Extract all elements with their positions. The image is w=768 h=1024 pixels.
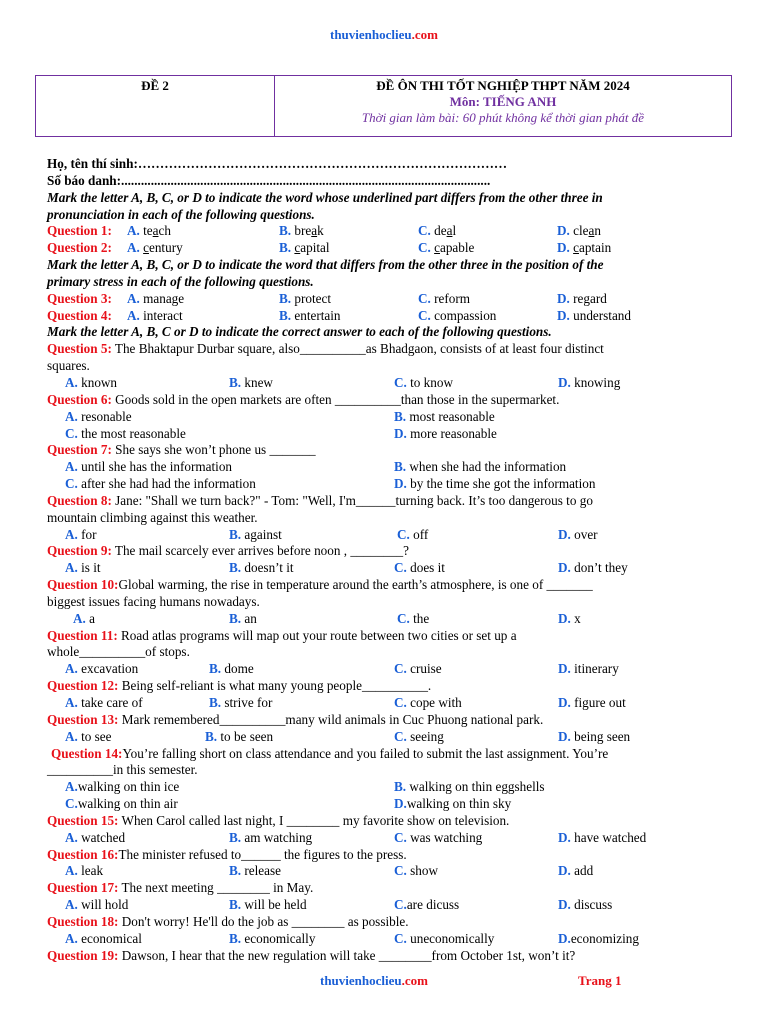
question-text: Don't worry! He'll do the job as ________ as possible. [118,913,409,929]
instruction-correct-answer: Mark the letter A, B, C or D to indicate the correct answer to each of the following questions. [47,324,552,340]
option-a[interactable]: A. resonable [65,408,132,424]
option-b[interactable]: B. when she had the information [394,459,567,475]
site-tld: .com [411,27,438,42]
question-label: Question 16: [47,846,119,862]
option-c[interactable]: C. the [397,610,430,626]
site-name: thuvienhoclieu [330,27,412,42]
question-text: The minister refused to______ the figures to the press. [118,846,407,862]
option-c[interactable]: C. seeing [394,728,444,744]
site-header-link[interactable] [0,27,768,43]
question-17 [47,880,727,897]
question-7-options-cd [47,476,727,493]
question-label: Question 6: [47,391,112,407]
question-12 [47,678,727,695]
option-b[interactable]: B. against [229,526,282,542]
question-text: Global warming, the rise in temperature around the earth’s atmosphere, is one of _______ [118,577,593,593]
question-9-options [47,560,727,577]
question-label: Question 13: [47,711,119,727]
option-b[interactable]: B. dome [209,661,254,677]
question-5-options [47,375,727,392]
option-d[interactable]: D. x [558,610,581,626]
option-b[interactable]: B. most reasonable [394,408,495,424]
option-b[interactable]: B. entertain [279,307,341,323]
option-d[interactable]: D. knowing [558,374,621,390]
option-a[interactable]: A. leak [65,863,104,879]
question-13-options [47,729,727,746]
question-text: You’re falling short on class attendance and you failed to submit the last assignment. You’re [122,745,609,761]
footer-site-link[interactable]: thuvienhoclieu.com [320,973,428,988]
question-label: Question 18: [47,913,119,929]
question-label: Question 12: [47,678,119,694]
question-14-cont: __________in this semester. [47,762,198,778]
question-label: Question 5: [47,341,112,357]
question-text: Dawson, I hear that the new regulation will take ________from October 1st, won’t it? [118,947,576,963]
option-d[interactable]: D. figure out [558,695,626,710]
option-b[interactable]: B. am watching [229,829,313,845]
question-label: Question 11: [47,627,118,643]
option-c[interactable]: C. cope with [394,695,462,710]
option-d[interactable]: D. regard [557,290,607,306]
option-a[interactable]: A. take care of [65,695,143,710]
question-8 [47,493,727,510]
question-5 [47,341,727,358]
option-c[interactable]: C. does it [394,560,445,576]
option-c[interactable]: C. deal [418,223,457,239]
question-12-options [47,695,727,712]
option-c[interactable]: C. was watching [394,829,483,845]
option-b[interactable]: B. doesn’t it [229,560,294,576]
question-10 [47,577,727,594]
option-c[interactable]: C. off [397,526,429,542]
question-4 [47,308,727,325]
instruction-stress-cont: primary stress in each of the following questions. [47,273,314,289]
option-b[interactable]: B. to be seen [205,728,274,744]
option-a[interactable]: A.walking on thin ice [65,779,180,795]
question-label: Question 19: [47,947,119,963]
question-label: Question 3: [47,290,112,306]
question-15-options [47,830,727,847]
option-a[interactable]: A. excavation [65,661,139,677]
option-d[interactable]: D. by the time she got the information [394,476,596,492]
question-6-options-cd [47,426,727,443]
question-text: Mark remembered__________many wild animals in Cuc Phuong national park. [118,711,544,727]
question-6 [47,392,727,409]
question-8-options [47,527,727,544]
option-b[interactable]: B. capital [279,240,330,256]
instruction-pronunciation: Mark the letter A, B, C, or D to indicate the word whose underlined part differs from the other three in [47,189,603,205]
question-10-cont: biggest issues facing humans nowadays. [47,593,260,609]
question-10-options [47,611,727,628]
question-label: Question 8: [47,492,112,508]
option-a[interactable]: A. economical [65,930,142,946]
question-5-cont: squares. [47,358,90,374]
option-c[interactable]: C. cruise [394,661,442,677]
question-text: The Bhaktapur Durbar square, also__________as Bhadgaon, consists of at least four distinct [111,341,604,357]
question-label: Question 7: [47,442,112,458]
exam-time: Thời gian làm bài: 60 phút không kể thời gian phát đề [361,110,645,125]
page-number: Trang 1 [578,973,622,988]
option-b[interactable]: B. knew [229,374,273,390]
question-label: Question 10: [47,577,119,593]
option-b[interactable]: B. walking on thin eggshells [394,779,545,795]
exam-content [47,156,727,965]
question-18 [47,914,727,931]
question-11-options [47,661,727,678]
option-d[interactable]: D. discuss [558,897,613,913]
option-a[interactable]: A. known [65,374,118,390]
question-text: Goods sold in the open markets are often __________than those in the supermarket. [111,391,560,407]
option-b[interactable]: B. strive for [209,695,273,710]
option-b[interactable]: B. will be held [229,897,307,913]
question-text: The mail scarcely ever arrives before noon , ________? [111,543,409,559]
question-label: Question 15: [47,812,119,828]
question-16 [47,847,727,864]
candidate-name-field: Họ, tên thí sinh:………………………………………………………………………… [47,156,508,171]
option-c[interactable]: C. uneconomically [394,930,495,946]
question-3 [47,291,727,308]
question-19 [47,948,727,965]
option-a[interactable]: A. a [73,610,95,626]
question-6-options-ab [47,409,727,426]
question-text: When Carol called last night, I ________ my favorite show on television. [118,812,510,828]
exam-title-block [275,76,731,136]
option-a[interactable]: A. to see [65,728,112,744]
question-18-options [47,931,727,948]
question-2 [47,240,727,257]
option-c[interactable]: C. to know [394,374,453,390]
option-c[interactable]: C. show [394,863,438,879]
option-a[interactable]: A. interact [127,307,183,323]
question-14-options-ab [47,779,727,796]
question-text: Jane: "Shall we turn back?" - Tom: "Well, I'm______turning back. It’s too dangerous to go [111,492,593,508]
question-16-options [47,863,727,880]
question-text: Road atlas programs will map out your route between two cities or set up a [117,627,517,643]
instruction-pronunciation-cont: pronunciation in each of the following questions. [47,206,315,222]
option-c[interactable]: C. the most reasonable [65,425,186,441]
question-14-options-cd [47,796,727,813]
question-label: Question 4: [47,307,112,323]
option-b[interactable]: B. release [229,863,281,879]
exam-title: ĐỀ ÔN THI TỐT NGHIỆP THPT NĂM 2024 [376,78,630,93]
question-label: Question 17: [47,880,119,896]
question-label: Question 14: [51,745,123,761]
question-8-cont: mountain climbing against this weather. [47,509,258,525]
option-a[interactable]: A. for [65,526,97,542]
option-c[interactable]: C.are dicuss [394,897,460,913]
option-b[interactable]: B. protect [279,290,332,306]
exam-code: ĐỀ 2 [36,76,275,136]
option-d[interactable]: D. clean [557,223,601,239]
option-d[interactable]: D. more reasonable [394,425,497,441]
option-d[interactable]: D. captain [557,240,612,256]
option-d[interactable]: D.economizing [558,930,639,946]
option-a[interactable]: A. teach [127,223,171,239]
option-c[interactable]: C. after she had had the information [65,476,256,492]
option-c[interactable]: C. reform [418,290,471,306]
option-a[interactable]: A. until she has the information [65,459,233,475]
question-text: Being self-reliant is what many young people__________. [118,678,432,694]
question-7 [47,442,727,459]
question-7-options-ab [47,459,727,476]
option-d[interactable]: D. don’t they [558,560,628,576]
option-d[interactable]: D. being seen [558,728,631,744]
question-1 [47,223,727,240]
question-15 [47,813,727,830]
option-d[interactable]: D. have watched [558,829,647,845]
option-b[interactable]: B. economically [229,930,316,946]
option-b[interactable]: B. break [279,223,324,239]
question-label: Question 1: [47,223,112,239]
option-c[interactable]: C. capable [418,240,475,256]
option-a[interactable]: A. will hold [65,897,129,913]
question-13 [47,712,727,729]
option-d[interactable]: D. understand [557,307,631,323]
option-a[interactable]: A. watched [65,829,126,845]
question-label: Question 9: [47,543,112,559]
instruction-stress: Mark the letter A, B, C, or D to indicate the word that differs from the other three in the position of the [47,257,604,273]
exam-subject: Môn: TIẾNG ANH [449,94,557,109]
candidate-number-field: Số báo danh:................................................................................................................ [47,172,491,188]
question-text: She says she won’t phone us _______ [111,442,316,458]
question-11-cont: whole__________of stops. [47,644,190,660]
option-d[interactable]: D.walking on thin sky [394,796,512,812]
question-11 [47,628,727,645]
option-d[interactable]: D. over [558,526,598,542]
option-c[interactable]: C. compassion [418,307,497,323]
question-14 [47,746,727,763]
exam-header-box [35,75,732,137]
option-c[interactable]: C.walking on thin air [65,796,178,812]
question-label: Question 2: [47,240,112,256]
option-a[interactable]: A. century [127,240,183,256]
option-b[interactable]: B. an [229,610,257,626]
option-d[interactable]: D. add [558,863,594,879]
option-a[interactable]: A. manage [127,290,185,306]
option-d[interactable]: D. itinerary [558,661,619,677]
question-17-options [47,897,727,914]
option-a[interactable]: A. is it [65,560,101,576]
question-text: The next meeting ________ in May. [118,880,314,896]
question-9 [47,543,727,560]
